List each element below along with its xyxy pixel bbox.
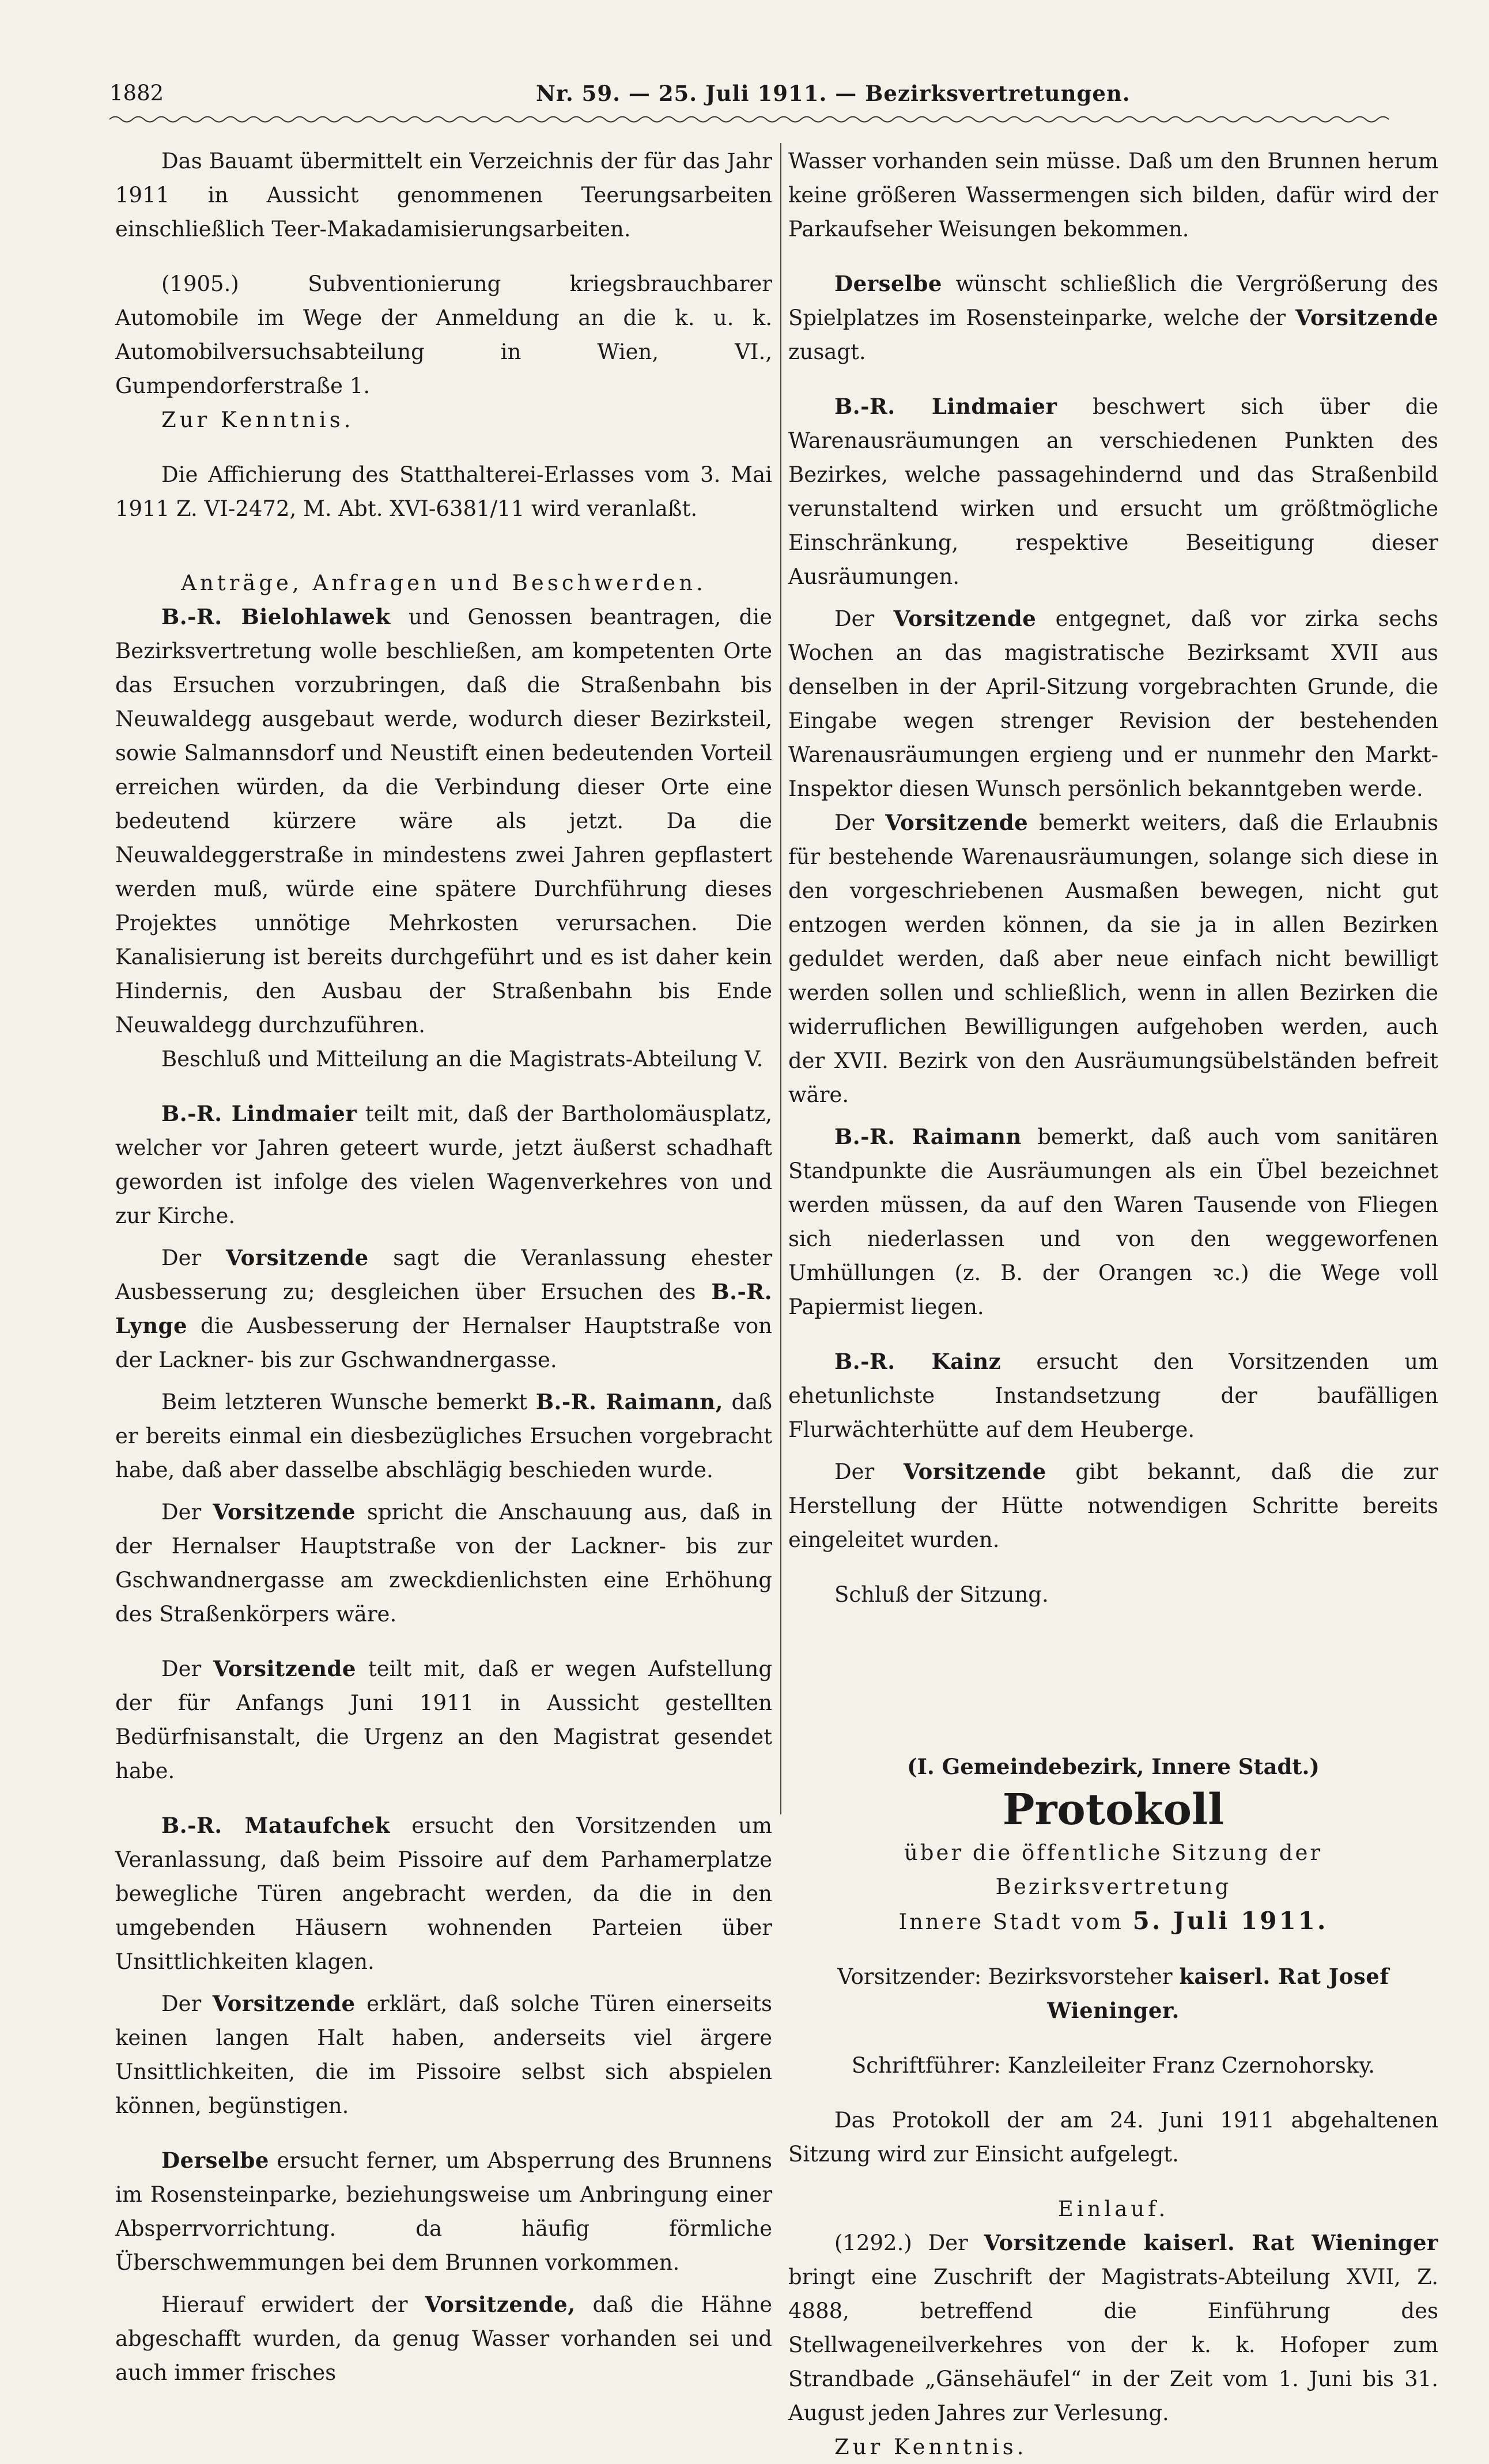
paragraph-text: (1292.) Der — [834, 2231, 984, 2255]
paragraph-vorsitzende-3 — [115, 1652, 772, 1788]
paragraph-mataufchek — [115, 1809, 772, 1979]
paragraph-text: die Ausbesserung der Hernalser Hauptstraße von der Lackner- bis zur Gschwandnergasse. — [115, 1314, 772, 1372]
paragraph-text: Der — [834, 606, 894, 631]
paragraph-bauamt: Das Bauamt übermittelt ein Verzeichnis der für das Jahr 1911 in Aussicht genommenen Teerungsarbeiten einschließlich Teer-Makadamisierungsarbeiten. — [115, 149, 772, 242]
note-zur-kenntnis-2: Zur Kenntnis. — [834, 2435, 1027, 2459]
speaker-name: B.-R. Lindmaier — [161, 1101, 357, 1126]
speaker-name: B.-R. Lindmaier — [834, 394, 1057, 419]
paragraph-vorsitzende-2 — [115, 1495, 772, 1631]
paragraph-text: Beim letzteren Wunsche bemerkt — [161, 1390, 536, 1414]
paragraph-text: daß die Hähne abgeschafft wurden, da genug Wasser vorhanden sei und auch immer frisches — [115, 2292, 772, 2385]
paragraph-text: ersucht den Vorsitzenden um Veranlassung, daß beim Pissoire auf dem Parhamerplatze bewegliche Türen angebracht werden, da die in den umgebenden Häusern wohnenden Parteien über Unsittlichkeiten klagen. — [115, 1813, 772, 1974]
running-head: Nr. 59. — 25. Juli 1911. — Bezirksvertretungen. — [536, 81, 1131, 106]
paragraph-derselbe-1 — [115, 2144, 772, 2280]
paragraph-lindmaier-2 — [788, 390, 1438, 594]
speaker-name: Vorsitzende — [885, 810, 1029, 835]
chairman-name: kaiserl. Rat Josef Wieninger. — [1047, 1964, 1389, 2023]
paragraph-text: beschwert sich über die Warenausräumungen an verschiedenen Punkten des Bezirkes, welche passagehindernd und das Straßenbild verunstaltend wirken und ersucht um größtmögliche Einschränkung, respektive Beseitigung dieser Ausräumungen. — [788, 394, 1438, 589]
speaker-name: Vorsitzende — [213, 1499, 356, 1525]
paragraph-text: Der — [161, 1246, 226, 1270]
paragraph-bielohlawek — [115, 600, 772, 1042]
einlauf-heading: Einlauf. — [1057, 2197, 1169, 2221]
paragraph-text: bemerkt weiters, daß die Erlaubnis für bestehende Warenausräumungen, solange sich diese in den vorgeschriebenen Ausmaßen bewegen, nicht gut entzogen werden können, da sie ja in allen Bezirken geduldet werden, daß aber neue einfach nicht bewilligt werden sollen und schließlich, wenn in allen Bezirken die widerruflichen Bewilligungen aufgehoben werden, auch der XVII. Bezirk von den Ausräumungsübelständen befreit wäre. — [788, 810, 1438, 1107]
paragraph-text: Innere Stadt vom — [898, 1910, 1133, 1934]
paragraph-raimann-1 — [115, 1385, 772, 1487]
paragraph-vorsitzende-4 — [115, 1987, 772, 2123]
paragraph-vorsitzende-5 — [115, 2288, 772, 2390]
paragraph-text: wünscht schließlich die Vergrößerung des Spielplatzes im Rosensteinparke, welche der — [788, 271, 1438, 330]
speaker-name: B.-R. Raimann — [834, 1124, 1022, 1149]
paragraph-text: Der — [161, 1991, 213, 2016]
protocol-title: Protokoll — [1002, 1785, 1225, 1835]
left-column — [115, 144, 772, 2390]
paragraph-vorsitzende-8 — [788, 1455, 1438, 1557]
session-date: 5. Juli 1911. — [1132, 1907, 1328, 1935]
paragraph-vorsitzende-1 — [115, 1241, 772, 1377]
chairman-line — [788, 1960, 1438, 2028]
column-divider — [780, 143, 781, 1814]
paragraph-text: Der — [834, 810, 886, 835]
paragraph-text: ersucht ferner, um Absperrung des Brunnens im Rosensteinparke, beziehungsweise um Anbringung einer Absperrvorrichtung. da häufig förmliche Überschwemmungen bei dem Brunnen vorkommen. — [115, 2148, 772, 2275]
paragraph-text: und Genossen beantragen, die Bezirksvertretung wolle beschließen, am kompetenten Orte das Ersuchen vorzubringen, daß die Straßenbahn bis Neuwaldegg ausgebaut werde, wodurch dieser Bezirksteil, sowie Salmannsdorf und Neustift einen bedeutenden Vorteil erreichen würden, da die Verbindung dieser Orte eine bedeutend kürzere wäre als jetzt. Da die Neuwaldeggerstraße in mindestens zwei Jahren gepflastert werden muß, würde eine spätere Durchführung dieses Projektes unnötige Mehrkosten verursachen. Die Kanalisierung ist bereits durchgeführt und es ist daher kein Hindernis, den Ausbau der Straßenbahn bis Ende Neuwaldegg durchzuführen. — [115, 605, 772, 1037]
speaker-name: Vorsitzende — [1295, 305, 1438, 330]
speaker-name: Vorsitzende — [893, 606, 1037, 631]
speaker-name: Vorsitzende — [212, 1991, 356, 2016]
paragraph-1292 — [788, 2226, 1438, 2430]
note-zur-kenntnis: Zur Kenntnis. — [161, 407, 354, 432]
paragraph-text: Der — [834, 1459, 904, 1484]
paragraph-vorsitzende-7 — [788, 806, 1438, 1112]
header-wavy-rule — [109, 114, 1389, 124]
paragraph-text: Hierauf erwidert der — [161, 2292, 425, 2317]
paragraph-vorsitzende-6 — [788, 602, 1438, 806]
paragraph-lindmaier — [115, 1097, 772, 1233]
paragraph-text: teilt mit, daß er wegen Aufstellung der für Anfangs Juni 1911 in Aussicht gestellten Bedürfnisanstalt, die Urgenz an den Magistrat gesendet habe. — [115, 1656, 773, 1783]
speaker-name: Vorsitzende — [213, 1656, 356, 1681]
page-header — [109, 69, 1389, 115]
paragraph-subvention: (1905.) Subventionierung kriegsbrauchbarer Automobile im Wege der Anmeldung an die k. u. k. Automobilversuchsabteilung in Wien, VI., Gumpendorferstraße 1. — [115, 271, 772, 398]
closing-line: Schluß der Sitzung. — [834, 1582, 1049, 1607]
paragraph-text: Der — [161, 1656, 214, 1681]
paragraph-derselbe-2 — [788, 267, 1438, 369]
paragraph-wasser: Wasser vorhanden sein müsse. Daß um den Brunnen herum keine größeren Wassermengen sich bilden, dafür wird der Parkaufseher Weisungen bekommen. — [788, 149, 1438, 242]
note-beschluss: Beschluß und Mitteilung an die Magistrats-Abteilung V. — [161, 1047, 764, 1071]
speaker-name: B.-R. Bielohlawek — [161, 604, 391, 629]
section-heading: Anträge, Anfragen und Beschwerden. — [181, 571, 706, 595]
paragraph-text: zusagt. — [788, 339, 866, 364]
speaker-name: B.-R. Raimann, — [535, 1389, 723, 1414]
district-heading: (I. Gemeindebezirk, Innere Stadt.) — [907, 1754, 1320, 1779]
paragraph-text: gibt bekannt, daß die zur Herstellung der Hütte notwendigen Schritte bereits eingeleitet wurden. — [788, 1459, 1438, 1552]
secretary-line: Schriftführer: Kanzleileiter Franz Czernohorsky. — [851, 2053, 1375, 2078]
speaker-name: Vorsitzende kaiserl. Rat Wieninger — [984, 2230, 1438, 2255]
paragraph-text: ersucht den Vorsitzenden um ehetunlichste Instandsetzung der baufälligen Flurwächterhütte auf dem Heuberge. — [788, 1349, 1438, 1442]
speaker-name: Derselbe — [161, 2148, 269, 2173]
paragraph-text: sagt die Veranlassung ehester Ausbesserung zu; desgleichen über Ersuchen des — [115, 1246, 773, 1304]
paragraph-text: Der — [161, 1500, 213, 1525]
speaker-name: Derselbe — [834, 271, 942, 296]
speaker-name: B.-R. Kainz — [834, 1349, 1002, 1374]
paragraph-text: daß er bereits einmal ein diesbezügliches Ersuchen vorgebracht habe, daß aber dasselbe abschlägig beschieden wurde. — [115, 1390, 772, 1482]
paragraph-text: Vorsitzender: Bezirksvorsteher — [837, 1964, 1180, 1989]
paragraph-text: entgegnet, daß vor zirka sechs Wochen an das magistratische Bezirksamt XVII aus denselben in der April-Sitzung vorgebrachten Grunde, die Eingabe wegen strenger Revision der bestehenden Warenausräumungen ergieng und er nunmehr den Markt-Inspektor diesen Wunsch persönlich bekanntgeben werde. — [788, 606, 1439, 801]
speaker-name: Vorsitzende — [903, 1459, 1046, 1484]
protocol-subtitle: über die öffentliche Sitzung der Bezirksvertretung — [904, 1840, 1323, 1899]
paragraph-text: erklärt, daß solche Türen einerseits keinen langen Halt haben, anderseits viel ärgere Unsittlichkeiten, die im Pissoire selbst sich abspielen können, begünstigen. — [115, 1991, 772, 2118]
right-column — [788, 144, 1438, 2464]
speaker-name: Vorsitzende, — [425, 2292, 576, 2317]
protocol-subtitle-date-line — [788, 1904, 1438, 1939]
paragraph-raimann-2 — [788, 1120, 1438, 1324]
speaker-name: B.-R. Lynge — [115, 1279, 772, 1338]
page-number: 1882 — [109, 81, 164, 105]
speaker-name: Vorsitzende — [225, 1245, 369, 1270]
paragraph-affichierung: Die Affichierung des Statthalterei-Erlasses vom 3. Mai 1911 Z. VI-2472, M. Abt. XVI-6381/11 wird veranlaßt. — [115, 462, 772, 521]
speaker-name: B.-R. Mataufchek — [161, 1813, 390, 1838]
paragraph-text: spricht die Anschauung aus, daß in der Hernalser Hauptstraße von der Lackner- bis zur Gschwandnergasse am zweckdienlichsten eine Erhöhung des Straßenkörpers wäre. — [115, 1500, 772, 1627]
paragraph-text: bringt eine Zuschrift der Magistrats-Abteilung XVII, Z. 4888, betreffend die Einführung des Stellwageneilverkehres von der k. k. Hofoper zum Strandbade „Gänsehäufel“ in der Zeit vom 1. Juni bis 31. August jeden Jahres zur Verlesung. — [788, 2265, 1438, 2425]
paragraph-protokoll: Das Protokoll der am 24. Juni 1911 abgehaltenen Sitzung wird zur Einsicht aufgelegt. — [788, 2108, 1438, 2167]
paragraph-text: teilt mit, daß der Bartholomäusplatz, welcher vor Jahren geteert wurde, jetzt äußerst schadhaft geworden ist infolge des vielen Wagenverkehres von und zur Kirche. — [115, 1101, 772, 1228]
paragraph-text: bemerkt, daß auch vom sanitären Standpunkte die Ausräumungen als ein Übel bezeichnet werden müssen, da auf den Waren Tausende von Fliegen sich niederlassen und von den weggeworfenen Umhüllungen (z. B. der Orangen ꝛc.) die Wege voll Papiermist liegen. — [788, 1125, 1438, 1319]
paragraph-kainz — [788, 1345, 1438, 1447]
